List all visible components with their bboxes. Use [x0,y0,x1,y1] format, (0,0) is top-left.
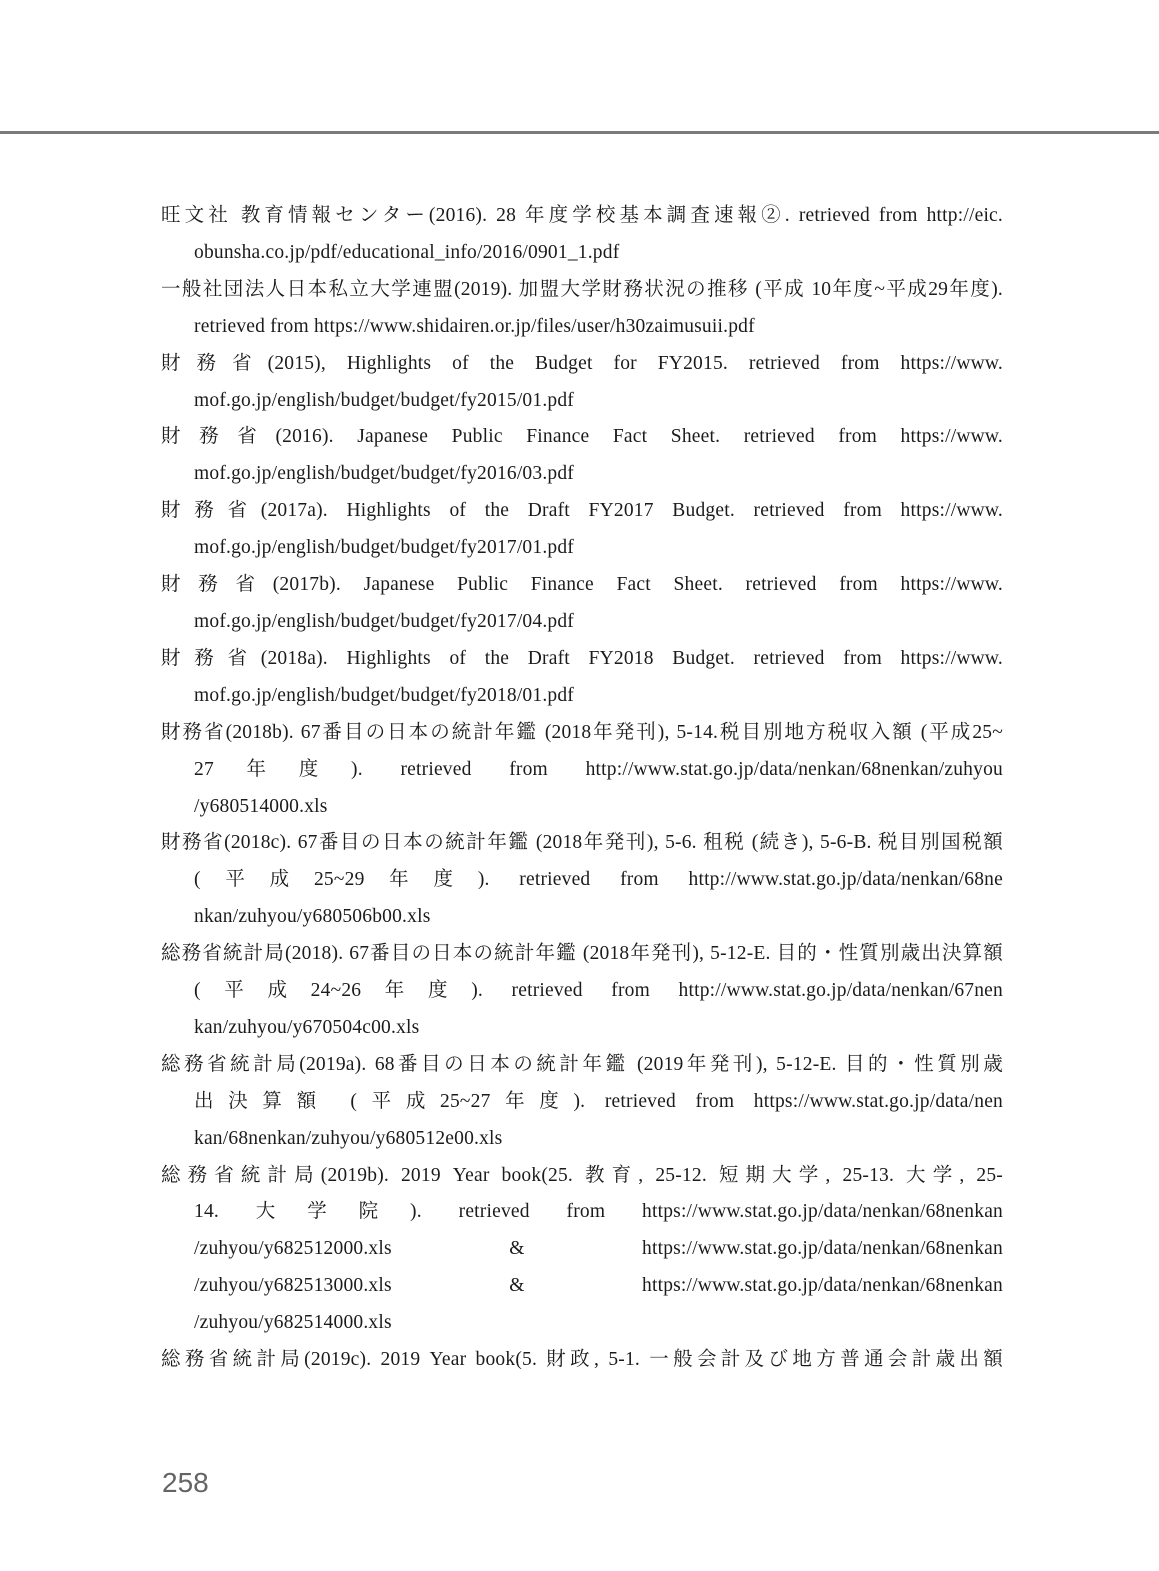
reference-line: obunsha.co.jp/pdf/educational_info/2016/0901_1.pdf [194,241,620,263]
reference-line: 総務省統計局(2019a). 68番目の日本の統計年鑑 (2019年発刊), 5-12-E. 目的・性質別歳 [161,1053,1003,1075]
reference-line: retrieved from https://www.shidairen.or.jp/files/user/h30zaimusuii.pdf [194,315,755,337]
reference-line: mof.go.jp/english/budget/budget/fy2018/01.pdf [194,684,575,706]
reference-line: 総務省統計局(2019c). 2019 Year book(5. 財政, 5-1. 一般会計及び地方普通会計歳出額 [161,1349,1003,1371]
reference-line: /zuhyou/y682512000.xls & https://www.stat.go.jp/data/nenkan/68nenkan [194,1238,1003,1260]
reference-line: mof.go.jp/english/budget/budget/fy2015/01.pdf [194,389,575,411]
reference-entry [161,493,1003,567]
reference-line: 財務省(2015), Highlights of the Budget for FY2015. retrieved from https://www. [161,352,1003,374]
reference-line: nkan/zuhyou/y680506b00.xls [194,906,431,928]
reference-line: /y680514000.xls [194,795,328,817]
reference-entry [161,825,1003,936]
reference-line: 財務省(2017a). Highlights of the Draft FY2017 Budget. retrieved from https://www. [161,500,1003,522]
page-number: 258 [162,1467,209,1498]
reference-line: 出決算額 (平成25~27年度). retrieved from https://www.stat.go.jp/data/nen [194,1090,1003,1112]
reference-line: mof.go.jp/english/budget/budget/fy2016/03.pdf [194,463,575,485]
reference-entry [161,198,1003,272]
reference-line: mof.go.jp/english/budget/budget/fy2017/04.pdf [194,610,575,632]
reference-line: kan/68nenkan/zuhyou/y680512e00.xls [194,1127,503,1149]
reference-line: 旺文社 教育情報センター(2016). 28 年度学校基本調査速報②. retrieved from http://eic. [161,205,1003,226]
reference-line: /zuhyou/y682514000.xls [194,1312,392,1334]
reference-line: kan/zuhyou/y670504c00.xls [194,1016,420,1038]
reference-line: (平成25~29年度). retrieved from http://www.stat.go.jp/data/nenkan/68ne [194,869,1003,891]
reference-line: 財務省(2016). Japanese Public Finance Fact Sheet. retrieved from https://www. [161,426,1003,448]
reference-line: 財務省(2017b). Japanese Public Finance Fact Sheet. retrieved from https://www. [161,574,1003,596]
header-divider [0,131,1159,134]
reference-entry [161,567,1003,641]
reference-line: mof.go.jp/english/budget/budget/fy2017/01.pdf [194,537,575,559]
reference-entry [161,346,1003,420]
reference-entry [161,641,1003,715]
reference-line: 27年度). retrieved from http://www.stat.go.jp/data/nenkan/68nenkan/zuhyou [194,758,1003,780]
references-list [161,198,1003,1379]
reference-entry [161,715,1003,826]
reference-line: 一般社団法人日本私立大学連盟(2019). 加盟大学財務状況の推移 (平成 10年度~平成29年度). [161,278,1003,300]
reference-entry [161,1158,1003,1343]
reference-line: 財務省(2018c). 67番目の日本の統計年鑑 (2018年発刊), 5-6. 租税 (続き), 5-6-B. 税目別国税額 [161,832,1003,854]
reference-line: 財務省(2018b). 67番目の日本の統計年鑑 (2018年発刊), 5-14.税目別地方税収入額 (平成25~ [161,721,1003,743]
reference-line: 総務省統計局(2019b). 2019 Year book(25. 教育, 25-12. 短期大学, 25-13. 大学, 25- [161,1164,1003,1186]
reference-line: /zuhyou/y682513000.xls & https://www.stat.go.jp/data/nenkan/68nenkan [194,1275,1003,1297]
reference-entry [161,936,1003,1047]
reference-entry [161,272,1003,346]
reference-line: 総務省統計局(2018). 67番目の日本の統計年鑑 (2018年発刊), 5-12-E. 目的・性質別歳出決算額 [161,943,1003,965]
reference-entry [161,1047,1003,1158]
reference-entry [161,1342,1003,1379]
reference-line: 財務省(2018a). Highlights of the Draft FY2018 Budget. retrieved from https://www. [161,647,1003,669]
reference-line: (平成24~26年度). retrieved from http://www.stat.go.jp/data/nenkan/67nen [194,980,1003,1002]
reference-line: 14. 大学院). retrieved from https://www.stat.go.jp/data/nenkan/68nenkan [194,1201,1003,1223]
reference-entry [161,419,1003,493]
